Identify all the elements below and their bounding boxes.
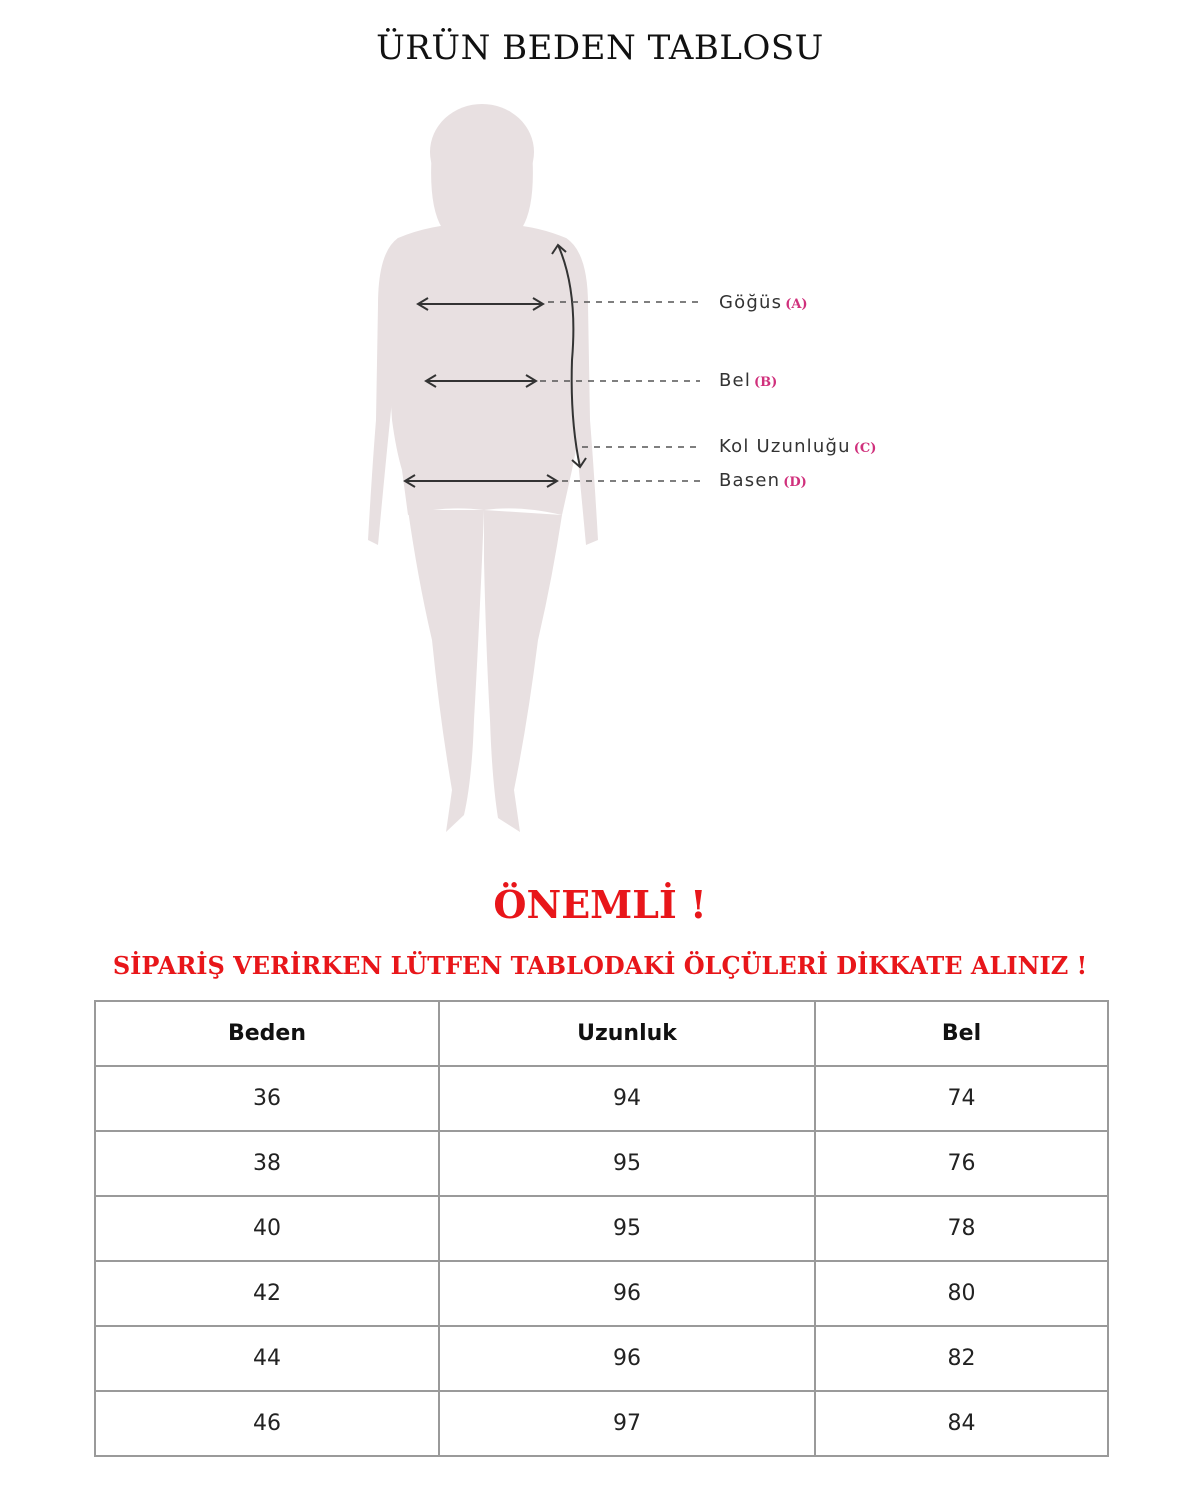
header-size: Beden xyxy=(95,1001,439,1066)
table-row xyxy=(95,1391,1108,1456)
cell-waist: 84 xyxy=(815,1391,1108,1456)
cell-waist: 78 xyxy=(815,1196,1108,1261)
table-row xyxy=(95,1131,1108,1196)
cell-size: 40 xyxy=(95,1196,439,1261)
woman-silhouette xyxy=(368,104,598,832)
label-chest: Göğüs (A) xyxy=(719,292,808,313)
table-row xyxy=(95,1196,1108,1261)
cell-length: 94 xyxy=(439,1066,815,1131)
cell-length: 95 xyxy=(439,1196,815,1261)
page-title: ÜRÜN BEDEN TABLOSU xyxy=(376,28,824,68)
label-hip: Basen (D) xyxy=(719,470,807,491)
body-measurement-figure xyxy=(0,100,1200,840)
cell-length: 97 xyxy=(439,1391,815,1456)
label-sleeve-length: Kol Uzunluğu (C) xyxy=(719,436,877,457)
cell-waist: 80 xyxy=(815,1261,1108,1326)
cell-size: 42 xyxy=(95,1261,439,1326)
important-heading: ÖNEMLİ ! xyxy=(493,882,707,927)
table-row xyxy=(95,1066,1108,1131)
cell-length: 95 xyxy=(439,1131,815,1196)
header-waist: Bel xyxy=(815,1001,1108,1066)
table-row xyxy=(95,1326,1108,1391)
cell-size: 38 xyxy=(95,1131,439,1196)
cell-size: 44 xyxy=(95,1326,439,1391)
cell-length: 96 xyxy=(439,1326,815,1391)
cell-length: 96 xyxy=(439,1261,815,1326)
cell-size: 36 xyxy=(95,1066,439,1131)
table-row xyxy=(95,1261,1108,1326)
size-table xyxy=(94,1000,1109,1457)
cell-waist: 74 xyxy=(815,1066,1108,1131)
table-header-row xyxy=(95,1001,1108,1066)
label-waist: Bel (B) xyxy=(719,370,778,391)
cell-waist: 82 xyxy=(815,1326,1108,1391)
cell-waist: 76 xyxy=(815,1131,1108,1196)
cell-size: 46 xyxy=(95,1391,439,1456)
header-length: Uzunluk xyxy=(439,1001,815,1066)
order-notice: SİPARİŞ VERİRKEN LÜTFEN TABLODAKİ ÖLÇÜLERİ DİKKATE ALINIZ ! xyxy=(112,951,1088,980)
